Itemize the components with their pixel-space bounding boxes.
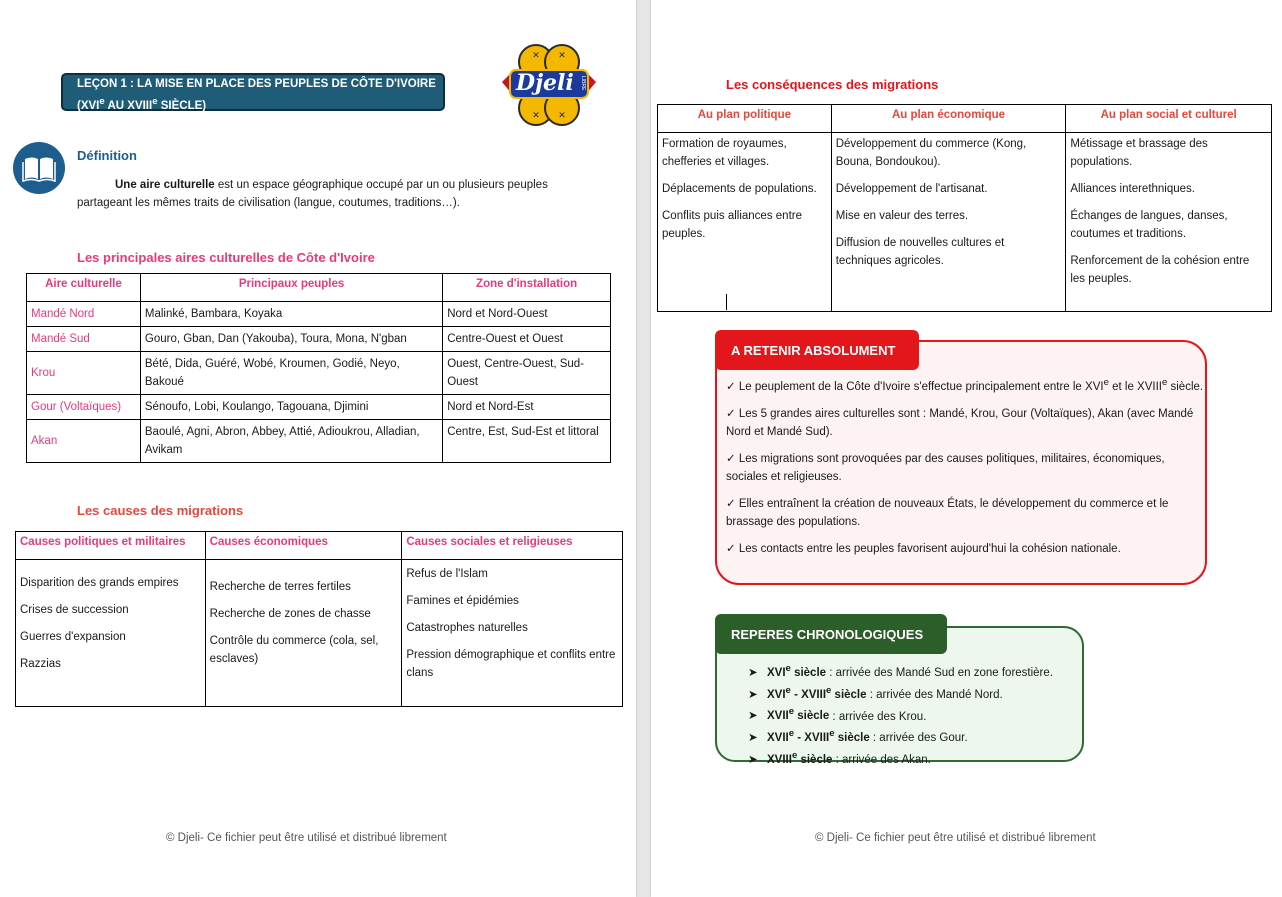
consequence-item: Formation de royaumes, chefferies et villages. xyxy=(662,138,787,168)
consequences-header-0: Au plan politique xyxy=(658,105,832,133)
causes-header-row xyxy=(16,532,623,560)
consequence-item: Déplacements de populations. xyxy=(662,183,817,195)
consequence-item: Métissage et brassage des populations. xyxy=(1070,138,1208,168)
repere-item xyxy=(748,704,1053,726)
consequences-row xyxy=(658,133,1272,312)
consequences-heading: Les conséquences des migrations xyxy=(726,77,939,92)
aires-header-row xyxy=(27,274,611,302)
aires-heading: Les principales aires culturelles de Côte d'Ivoire xyxy=(77,250,375,265)
consequence-item: Mise en valeur des terres. xyxy=(835,210,969,222)
aire-cell: Akan xyxy=(27,420,141,463)
svg-text:✕: ✕ xyxy=(532,50,540,60)
repere-text: : arrivée des Mandé Nord. xyxy=(866,688,1003,701)
lesson-title-line1: LEÇON 1 : LA MISE EN PLACE DES PEUPLES DE CÔTE D'IVOIRE xyxy=(77,78,436,90)
consequence-item: Développement de l'artisanat. xyxy=(835,183,988,195)
peuples-cell: Gouro, Gban, Dan (Yakouba), Toura, Mona, N'gban xyxy=(140,327,442,352)
cause-item: Catastrophes naturelles xyxy=(406,622,528,634)
causes-col-politiques xyxy=(16,560,206,707)
definition-body: est un espace géographique occupé par un ou plusieurs peuples partageant les mêmes traits de civilisation (langue, coutumes, traditions…). xyxy=(77,179,548,209)
cause-item: Famines et épidémies xyxy=(406,595,519,607)
zone-cell: Centre, Est, Sud-Est et littoral xyxy=(443,420,611,463)
peuples-cell: Malinké, Bambara, Koyaka xyxy=(140,302,442,327)
consequences-col-economique xyxy=(831,133,1066,312)
zone-cell: Nord et Nord-Ouest xyxy=(443,302,611,327)
zone-cell: Ouest, Centre-Ouest, Sud-Ouest xyxy=(443,352,611,395)
consequences-col-politique xyxy=(658,133,832,312)
aire-cell: Mandé Nord xyxy=(27,302,141,327)
consequences-col-social xyxy=(1066,133,1272,312)
cause-item: Recherche de zones de chasse xyxy=(209,608,371,620)
causes-table xyxy=(15,531,623,707)
definition-term: Une aire culturelle xyxy=(115,179,215,191)
aires-header-1: Principaux peuples xyxy=(140,274,442,302)
aires-table xyxy=(26,273,611,463)
retenir-item: ✓ Les 5 grandes aires culturelles sont : Mandé, Krou, Gour (Voltaïques), Akan (avec Mandé Nord et Mandé Sud). xyxy=(726,407,1194,438)
arrow-bullet-icon: ➤ xyxy=(748,754,758,767)
aires-row xyxy=(27,302,611,327)
cause-item: Refus de l'Islam xyxy=(406,568,488,580)
arrow-bullet-icon: ➤ xyxy=(748,710,758,723)
retenir-title: A RETENIR ABSOLUMENT xyxy=(715,330,919,370)
arrow-bullet-icon: ➤ xyxy=(748,688,758,701)
repere-item xyxy=(748,660,1053,682)
causes-header-0: Causes politiques et militaires xyxy=(16,532,206,560)
footer-left: © Djeli- Ce fichier peut être utilisé et distribué librement xyxy=(166,832,447,844)
consequence-item: Renforcement de la cohésion entre les peuples. xyxy=(1070,255,1250,285)
consequence-item: Conflits puis alliances entre peuples. xyxy=(662,210,802,240)
aires-header-2: Zone d'installation xyxy=(443,274,611,302)
retenir-item: ✓ Elles entraînent la création de nouveaux États, le développement du commerce et le brassage des populations. xyxy=(726,497,1169,528)
svg-text:✕: ✕ xyxy=(532,110,540,120)
logo-wordmark: Djeli xyxy=(516,70,574,96)
retenir-item: ✓ Les contacts entre les peuples favorisent aujourd'hui la cohésion nationale. xyxy=(726,542,1121,555)
repere-period: XVIe siècle xyxy=(767,663,827,679)
svg-text:✕: ✕ xyxy=(558,50,566,60)
consequence-item: Alliances interethniques. xyxy=(1070,183,1195,195)
svg-text:✕: ✕ xyxy=(558,110,566,120)
repere-item xyxy=(748,682,1053,704)
cause-item: Pression démographique et conflits entre clans xyxy=(406,649,616,679)
causes-col-sociales xyxy=(402,560,623,707)
cause-item: Recherche de terres fertiles xyxy=(209,581,351,593)
aires-row xyxy=(27,420,611,463)
logo-small-text: LIBRE xyxy=(580,76,586,91)
consequence-item: Échanges de langues, danses, coutumes et traditions. xyxy=(1070,210,1228,240)
table-stub-line xyxy=(726,294,727,310)
aire-cell: Mandé Sud xyxy=(27,327,141,352)
repere-text: : arrivée des Akan. xyxy=(832,754,931,767)
repere-period: XVIIe - XVIIIe siècle xyxy=(767,728,870,745)
retenir-item: ✓ Le peuplement de la Côte d'Ivoire s'effectue principalement entre le XVIe et le XVIIIe siècle. xyxy=(726,377,1204,393)
aires-header-0: Aire culturelle xyxy=(27,274,141,302)
aire-cell: Gour (Voltaïques) xyxy=(27,395,141,420)
causes-col-economiques xyxy=(205,560,402,707)
peuples-cell: Bété, Dida, Guéré, Wobé, Kroumen, Godié, Neyo, Bakoué xyxy=(140,352,442,395)
zone-cell: Nord et Nord-Est xyxy=(443,395,611,420)
cause-item: Disparition des grands empires xyxy=(20,577,179,589)
repere-period: XVIIe siècle xyxy=(767,706,830,723)
cause-item: Crises de succession xyxy=(20,604,129,616)
reperes-title: REPERES CHRONOLOGIQUES xyxy=(715,614,947,654)
retenir-list xyxy=(726,374,1204,567)
repere-text: : arrivée des Gour. xyxy=(869,732,968,745)
causes-row xyxy=(16,560,623,707)
retenir-item: ✓ Les migrations sont provoquées par des causes politiques, militaires, économiques, sociales et religieuses. xyxy=(726,452,1165,483)
cause-item: Razzias xyxy=(20,658,61,670)
repere-period: XVIe - XVIIIe siècle xyxy=(767,684,867,701)
repere-period: XVIIIe siècle xyxy=(767,750,833,767)
aires-row xyxy=(27,395,611,420)
aires-row xyxy=(27,352,611,395)
arrow-bullet-icon: ➤ xyxy=(748,666,758,679)
lesson-title-line2: (XVIe AU XVIIIe SIÈCLE) xyxy=(77,96,207,112)
cause-item: Contrôle du commerce (cola, sel, esclaves) xyxy=(209,635,379,665)
causes-header-2: Causes sociales et religieuses xyxy=(402,532,623,560)
consequences-header-1: Au plan économique xyxy=(831,105,1066,133)
page-left xyxy=(0,0,636,897)
causes-header-1: Causes économiques xyxy=(205,532,402,560)
peuples-cell: Sénoufo, Lobi, Koulango, Tagouana, Djimini xyxy=(140,395,442,420)
causes-heading: Les causes des migrations xyxy=(77,503,244,518)
cause-item: Guerres d'expansion xyxy=(20,631,126,643)
aire-cell: Krou xyxy=(27,352,141,395)
repere-text: : arrivée des Krou. xyxy=(829,710,927,723)
consequences-table xyxy=(657,104,1272,312)
repere-item xyxy=(748,747,1053,769)
aires-row xyxy=(27,327,611,352)
djeli-logo xyxy=(498,42,600,130)
peuples-cell: Baoulé, Agni, Abron, Abbey, Attié, Adioukrou, Alladian, Avikam xyxy=(140,420,442,463)
consequence-item: Diffusion de nouvelles cultures et techniques agricoles. xyxy=(835,237,1005,267)
consequence-item: Développement du commerce (Kong, Bouna, Bondoukou). xyxy=(835,138,1027,168)
definition-text xyxy=(77,176,557,212)
book-icon xyxy=(13,142,65,194)
lesson-title-box xyxy=(61,73,445,111)
consequences-header-2: Au plan social et culturel xyxy=(1066,105,1272,133)
repere-text: : arrivée des Mandé Sud en zone forestière. xyxy=(826,666,1053,679)
definition-heading: Définition xyxy=(77,148,137,163)
consequences-header-row xyxy=(658,105,1272,133)
aires-table-body xyxy=(27,302,611,463)
footer-right: © Djeli- Ce fichier peut être utilisé et distribué librement xyxy=(815,832,1096,844)
reperes-list xyxy=(748,660,1053,769)
zone-cell: Centre-Ouest et Ouest xyxy=(443,327,611,352)
arrow-bullet-icon: ➤ xyxy=(748,732,758,745)
repere-item xyxy=(748,725,1053,747)
